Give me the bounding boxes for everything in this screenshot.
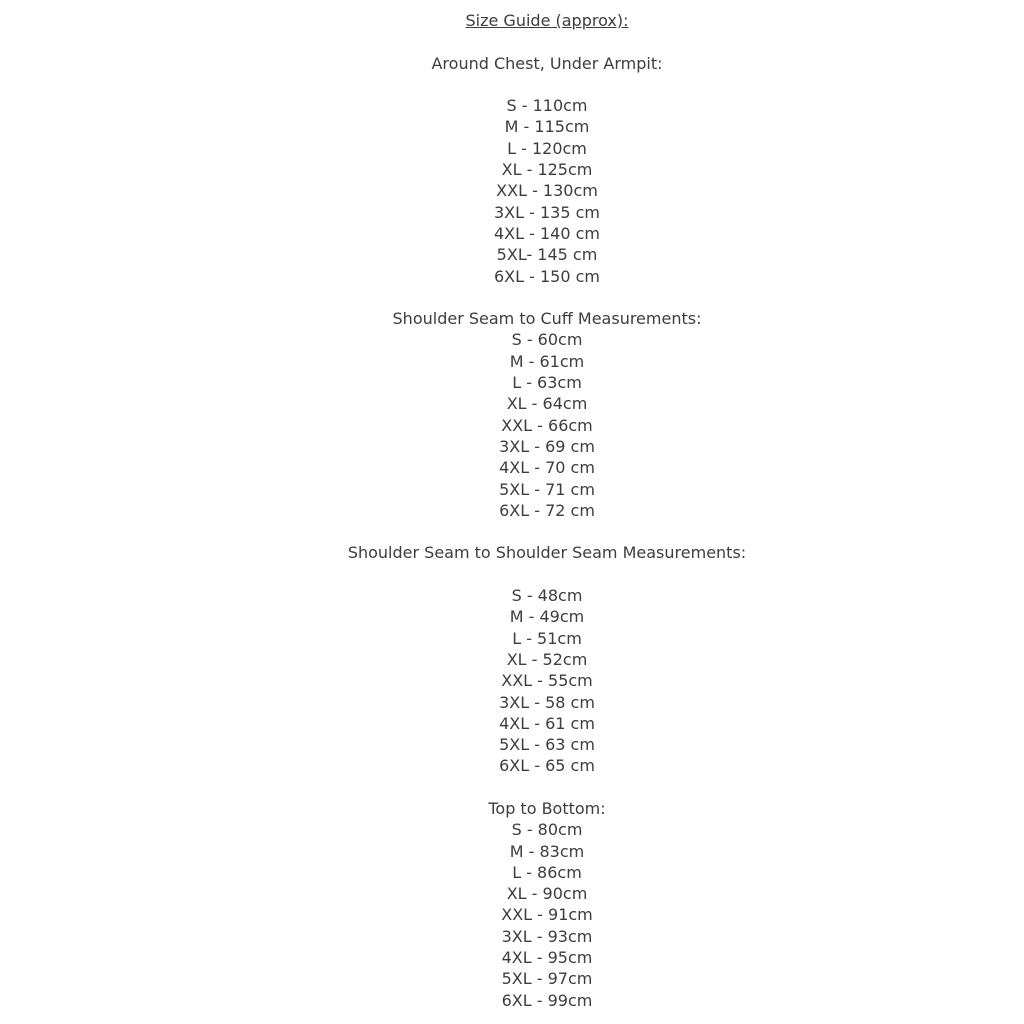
size-row: L - 120cm (507, 138, 587, 158)
size-sections (70, 53, 1024, 1011)
size-row: 4XL - 61 cm (499, 713, 595, 733)
section-heading: Top to Bottom: (488, 798, 606, 818)
size-row: 3XL - 135 cm (493, 202, 600, 222)
size-row: 6XL - 72 cm (499, 500, 595, 520)
size-row: 4XL - 95cm (501, 948, 593, 968)
size-row: 3XL - 93cm (501, 926, 593, 946)
size-row: XXL - 55cm (501, 671, 593, 691)
section-rows (70, 95, 1024, 287)
size-row: L - 63cm (512, 373, 582, 393)
section-heading: Shoulder Seam to Shoulder Seam Measurements: (347, 543, 747, 563)
size-row: XL - 125cm (501, 160, 593, 180)
size-row: S - 60cm (511, 330, 583, 350)
section-rows (70, 819, 1024, 1011)
size-row: 4XL - 140 cm (493, 223, 600, 243)
section-heading: Around Chest, Under Armpit: (431, 53, 663, 73)
size-row: XL - 64cm (506, 394, 588, 414)
size-row: S - 48cm (511, 586, 583, 606)
size-row: M - 61cm (509, 351, 585, 371)
size-row: 6XL - 99cm (501, 990, 593, 1010)
size-row: 5XL - 63 cm (499, 735, 595, 755)
size-row: 4XL - 70 cm (499, 458, 595, 478)
size-row: M - 49cm (509, 607, 585, 627)
size-row: XXL - 130cm (496, 181, 598, 201)
size-row: 5XL - 97cm (501, 969, 593, 989)
size-row: 6XL - 150 cm (493, 266, 600, 286)
size-row: 3XL - 69 cm (499, 436, 595, 456)
size-row: S - 80cm (511, 820, 583, 840)
size-row: XXL - 91cm (501, 905, 593, 925)
size-row: 3XL - 58 cm (499, 692, 595, 712)
section-rows (70, 585, 1024, 777)
size-section (70, 798, 1024, 1011)
size-row: M - 83cm (509, 841, 585, 861)
size-row: S - 110cm (506, 96, 588, 116)
section-heading: Shoulder Seam to Cuff Measurements: (392, 309, 702, 329)
section-rows (70, 329, 1024, 521)
size-row: L - 86cm (512, 862, 582, 882)
size-row: M - 115cm (504, 117, 590, 137)
size-section (70, 308, 1024, 521)
size-row: L - 51cm (512, 628, 582, 648)
size-row: 5XL - 71 cm (499, 479, 595, 499)
size-row: XXL - 66cm (501, 415, 593, 435)
size-row: 5XL- 145 cm (496, 245, 598, 265)
size-row: 6XL - 65 cm (499, 756, 595, 776)
page-title: Size Guide (approx): (465, 11, 629, 30)
size-row: XL - 90cm (506, 884, 588, 904)
size-row: XL - 52cm (506, 649, 588, 669)
size-section (70, 542, 1024, 776)
size-section (70, 53, 1024, 287)
